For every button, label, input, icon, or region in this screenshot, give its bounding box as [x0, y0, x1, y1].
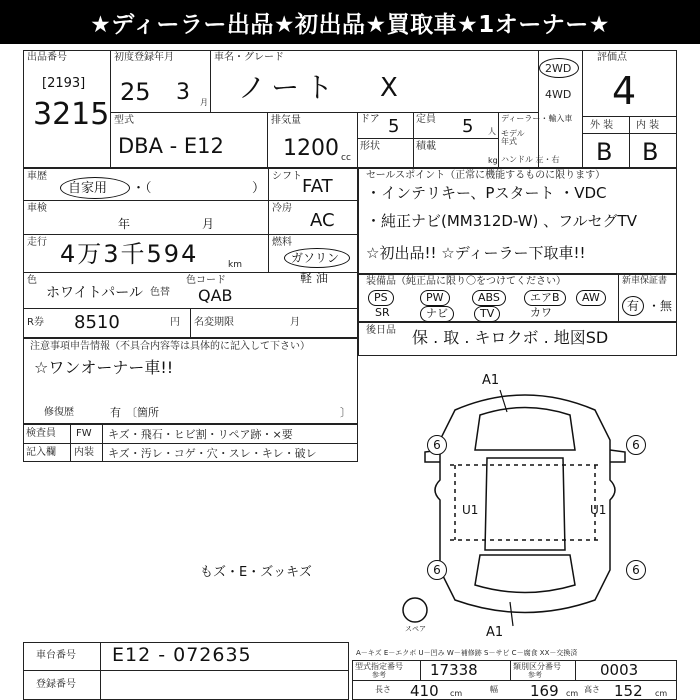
tire-front-left: 6	[427, 435, 447, 455]
notes-label: 注意事項申告情報（不具合内容等は具体的に記入して下さい）	[30, 341, 310, 352]
warranty-label: 新車保証書	[622, 276, 668, 286]
class-code-ref: 参考	[528, 671, 542, 679]
history-rest: ・（	[132, 181, 152, 196]
repair-note: 〔箇所	[126, 406, 159, 419]
history-close: ）	[252, 181, 266, 196]
color: ホワイトパール	[46, 285, 144, 301]
repair-label: 修復歴	[44, 407, 74, 418]
color-code-label: 色コード	[186, 275, 226, 286]
header-banner: ★ディーラー出品★初出品★買取車★1オーナー★	[0, 0, 700, 44]
capacity-label: 定員	[416, 114, 436, 125]
drive-4wd: 4WD	[545, 88, 572, 101]
shift: FAT	[302, 176, 333, 197]
mark-left-side: U1	[462, 503, 479, 517]
fuel-gas: ガソリン	[291, 251, 340, 265]
mileage: 4万3千594	[60, 240, 199, 268]
width: 169	[530, 682, 559, 700]
class-code-label: 類別区分番号	[513, 662, 561, 671]
model-year-label: モデル年式	[501, 129, 525, 146]
model-code: DBA - E12	[118, 134, 224, 158]
exterior-value: B	[596, 138, 613, 166]
history-label: 車歴	[27, 171, 47, 182]
reg-year: 25	[120, 78, 151, 106]
car-name: ノート	[238, 71, 340, 104]
lot-number: 3215	[33, 97, 110, 132]
fuel-light: 軽 油	[300, 271, 328, 285]
payload-label: 積載	[416, 141, 436, 152]
spare-label: スペア	[405, 625, 426, 633]
equip-sr: SR	[375, 306, 390, 319]
score-value: 4	[612, 69, 637, 113]
equip-tv: TV	[474, 306, 500, 322]
doors: 5	[388, 116, 400, 137]
equip-leather: カワ	[530, 306, 552, 319]
equip-airbag: エアB	[524, 290, 566, 306]
repair-close: 〕	[340, 406, 351, 419]
recycle-label: R券	[27, 317, 44, 328]
reg-no-label: 登録番号	[36, 679, 76, 690]
type-code-label: 型式指定番号	[355, 662, 403, 671]
equip-navi: ナビ	[420, 306, 454, 322]
first-reg-label: 初度登録年月	[114, 52, 174, 63]
lot-small: [2193]	[42, 76, 86, 91]
cc-unit: cc	[341, 153, 351, 163]
after-items: 保 . 取 . キロクボ . 地図SD	[412, 328, 609, 347]
sales-line-1: ・インテリキー、Pスタート ・VDC	[366, 184, 607, 202]
after-items-label: 後日品	[366, 325, 396, 336]
displacement: 1200	[283, 136, 339, 161]
inspection-year: 年	[118, 217, 131, 231]
color-code: QAB	[198, 286, 233, 305]
tire-front-right: 6	[626, 435, 646, 455]
legend: A－キズ E－エクボ U－凹み W－補修跡 S－サビ C－腐食 XX－交換済	[356, 649, 578, 657]
shift-label: シフト	[272, 171, 302, 182]
scribble-note: もズ・E・ズッキズ	[200, 565, 312, 580]
car-grade: X	[380, 73, 398, 103]
inspection-month: 月	[202, 217, 215, 231]
handle-label: ハンドル 左・右	[501, 155, 560, 164]
inspection-label: 車検	[27, 203, 47, 214]
length-label: 長さ	[375, 685, 391, 694]
mileage-label: 走行	[27, 237, 47, 248]
sales-line-3: ☆初出品!! ☆ディーラー下取車!!	[366, 244, 586, 262]
dealer-label: ディーラー・輸入車	[501, 114, 573, 123]
yen-unit: 円	[170, 317, 180, 328]
equip-aw: AW	[576, 290, 606, 306]
reg-month-unit: 月	[200, 98, 208, 107]
history-self: 自家用	[68, 181, 108, 196]
exterior-label: 外 装	[590, 120, 614, 131]
shape-label: 形状	[360, 141, 380, 152]
color-label: 色	[27, 275, 37, 286]
length-unit: cm	[450, 689, 463, 698]
mark-rear: A1	[486, 625, 504, 640]
fuel-label: 燃料	[272, 237, 292, 248]
km-unit: km	[228, 260, 242, 270]
displacement-label: 排気量	[271, 115, 301, 126]
chassis-number: E12 - 072635	[112, 644, 252, 666]
width-unit: cm	[566, 689, 579, 698]
length: 410	[410, 682, 439, 700]
warranty-yes: 有	[627, 299, 640, 313]
warranty-no: ・無	[648, 299, 673, 313]
height-unit: cm	[655, 689, 668, 698]
repair-yes: 有	[110, 406, 121, 419]
equipment-label: 装備品（純正品に限り〇をつけてください）	[366, 276, 566, 287]
car-diagram	[395, 370, 655, 640]
notes-text: ☆ワンオーナー車!!	[34, 358, 174, 377]
color-change-label: 色替	[150, 287, 170, 298]
inspector-label: 検査員	[26, 428, 56, 439]
equip-abs: ABS	[472, 290, 506, 306]
insp-fw: FW	[76, 428, 92, 439]
score-label: 評価点	[597, 52, 627, 63]
mark-front: A1	[482, 373, 500, 388]
interior-value: B	[642, 138, 659, 166]
interior-label: 内 装	[636, 120, 660, 131]
title-change-label: 名変期限	[194, 317, 234, 328]
capacity: 5	[462, 116, 474, 137]
entry-label: 記入欄	[26, 447, 56, 458]
height-label: 高さ	[584, 685, 600, 694]
chassis-label: 車台番号	[36, 650, 76, 661]
type-code-ref: 参考	[372, 671, 386, 679]
reg-month: 3	[176, 80, 190, 105]
insp-interior: 内装	[74, 447, 94, 458]
tire-rear-right: 6	[626, 560, 646, 580]
aircon-label: 冷房	[272, 203, 292, 214]
equip-ps: PS	[368, 290, 394, 306]
width-label: 幅	[490, 685, 498, 694]
tire-rear-left: 6	[427, 560, 447, 580]
type-code: 17338	[430, 661, 478, 679]
doors-label: ドア	[360, 114, 380, 125]
sales-points-label: セールスポイント（正常に機能するものに限ります）	[366, 170, 606, 181]
insp-interior-line: キズ・汚レ・コゲ・穴・スレ・キレ・破レ	[108, 447, 317, 460]
title-change-month: 月	[290, 317, 300, 328]
equip-pw: PW	[420, 290, 450, 306]
recycle: 8510	[74, 312, 120, 333]
insp-fw-line: キズ・飛石・ヒビ割・リペア跡・×要	[108, 428, 293, 441]
height: 152	[614, 682, 643, 700]
class-code: 0003	[600, 661, 639, 679]
drive-2wd: 2WD	[545, 62, 572, 75]
person-unit: 人	[488, 127, 496, 136]
aircon: AC	[310, 210, 335, 231]
lot-label: 出品番号	[27, 52, 67, 63]
mark-right-side: U1	[590, 503, 607, 517]
kg-unit: kg	[488, 156, 498, 165]
model-grade-label: 車名・グレード	[214, 52, 284, 63]
model-code-label: 型式	[114, 115, 134, 126]
sales-line-2: ・純正ナビ(MM312D-W) 、フルセグTV	[366, 212, 637, 230]
